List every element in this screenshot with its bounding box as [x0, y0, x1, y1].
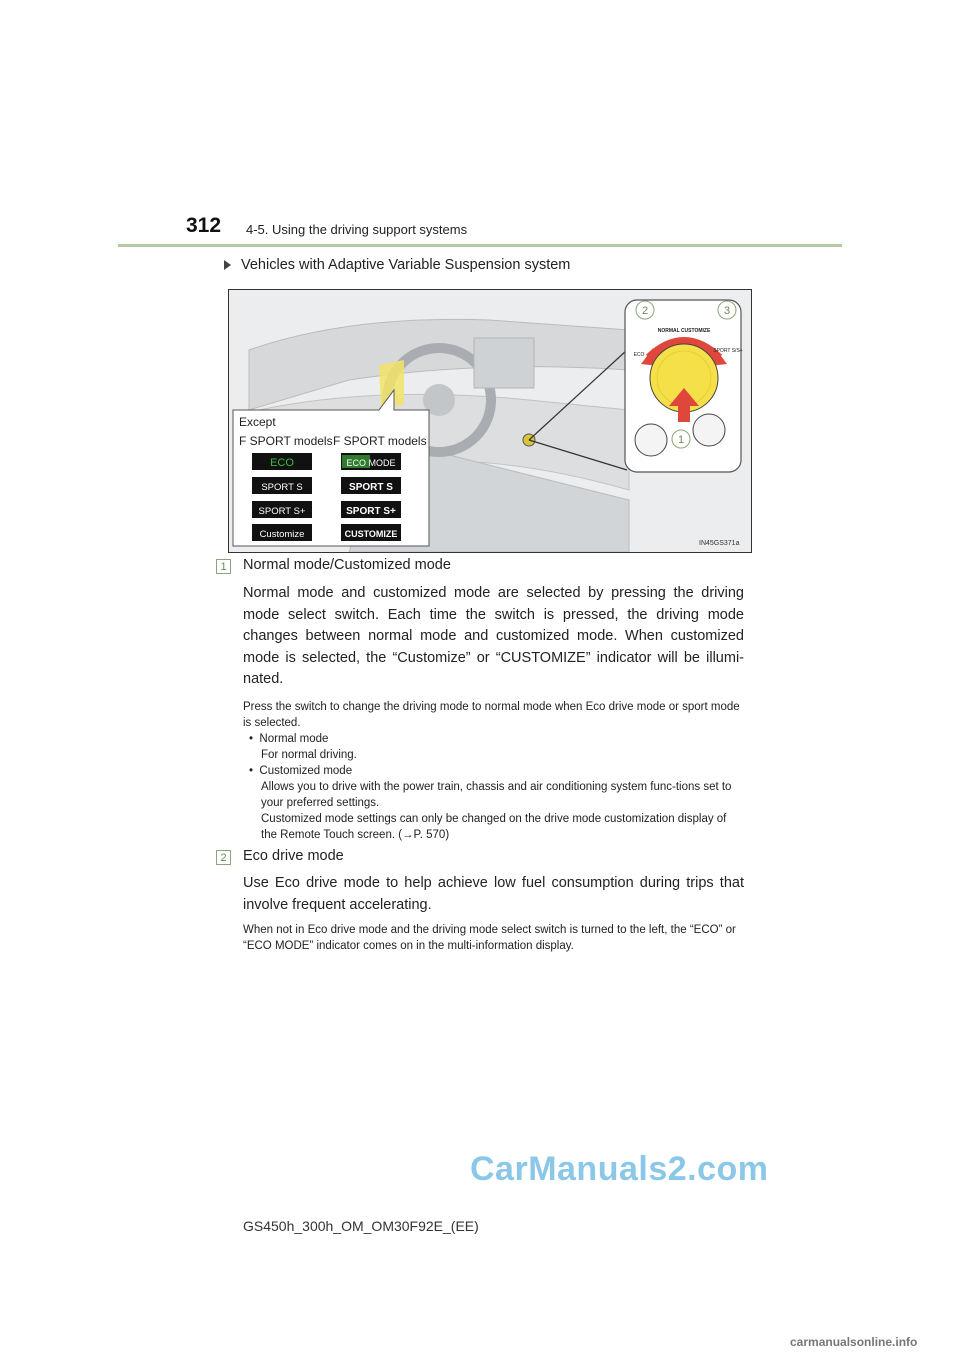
- indicator-sport-s: SPORT S: [261, 482, 303, 493]
- bullet-customized-label: Customized mode: [259, 765, 353, 777]
- dial-label-top: NORMAL CUSTOMIZE: [657, 328, 711, 334]
- col2-label: F SPORT models: [333, 434, 427, 448]
- triangle-bullet-icon: [224, 260, 231, 270]
- vehicle-condition: [224, 257, 570, 273]
- watermark-sub: carmanualsonline.info: [790, 1335, 918, 1349]
- bullet-customized-mode: [249, 763, 745, 843]
- callout-1: 1: [677, 434, 685, 446]
- dial-label-left: ECO: [633, 352, 645, 358]
- bullet-dot-icon: •: [249, 733, 254, 745]
- item-1-note: Press the switch to change the driving mode to normal mode when Eco drive mode or sport mode is selected.: [243, 701, 740, 729]
- indicator-sport-s-plus: SPORT S+: [258, 506, 306, 517]
- bullet-customized-text-1: Allows you to drive with the power train, chassis and air conditioning system func-tions set to your preferred settings.: [261, 781, 732, 809]
- bullet-customized-text-2: Customized mode settings can only be changed on the drive mode customization display of the Remote Touch screen. (→P. 570): [261, 813, 727, 841]
- indicator-customize-fsport: CUSTOMIZE: [344, 529, 398, 539]
- indicator-sport-s-fsport: SPORT S: [349, 482, 393, 493]
- header-rule: [118, 244, 842, 247]
- except-label: Except: [239, 415, 276, 429]
- indicator-eco: ECO: [270, 457, 294, 469]
- page-number: 312: [186, 214, 222, 237]
- bullet-dot-icon: •: [249, 765, 254, 777]
- callout-3: 3: [723, 305, 731, 317]
- item-number-1: 1: [216, 559, 231, 574]
- col1-label: F SPORT models: [239, 434, 333, 448]
- indicator-eco-mode: ECO MODE: [346, 458, 396, 468]
- dial-label-right: SPORT S/S+: [713, 348, 743, 354]
- item-1-body: Normal mode and customized mode are selected by pressing the driving mode select switch. Each time the switch is pressed, the driving mode changes between normal mode and customized mode. When customized mode is selected, the “Customize” or “CUSTOMIZE” indicator will be illumi-nated.: [243, 585, 744, 687]
- figure-code: IN45GS371a: [699, 540, 740, 547]
- callout-2: 2: [641, 305, 649, 317]
- watermark-main: CarManuals2.com: [470, 1150, 769, 1188]
- vehicle-condition-text: Vehicles with Adaptive Variable Suspension system: [241, 257, 571, 273]
- bullet-normal-text: For normal driving.: [261, 749, 357, 761]
- section-title: 4-5. Using the driving support systems: [246, 222, 468, 237]
- item-number-2: 2: [216, 850, 231, 865]
- item-2-note: When not in Eco drive mode and the driving mode select switch is turned to the left, the “ECO” or “ECO MODE” indicator comes on in the multi-information display.: [243, 924, 736, 952]
- item-2-body: Use Eco drive mode to help achieve low fuel consumption during trips that involve frequent accelerating.: [243, 875, 744, 913]
- dashboard-svg: [229, 290, 751, 552]
- bullet-normal-label: Normal mode: [259, 733, 329, 745]
- dashboard-illustration: [228, 289, 752, 553]
- item-1-title: Normal mode/Customized mode: [243, 557, 451, 573]
- item-2-title: Eco drive mode: [243, 848, 344, 864]
- footer-manual-code: GS450h_300h_OM_OM30F92E_(EE): [243, 1218, 479, 1234]
- bullet-normal-mode: [249, 731, 745, 763]
- indicator-sport-s-plus-fsport: SPORT S+: [346, 506, 396, 517]
- indicator-customize: Customize: [259, 529, 305, 540]
